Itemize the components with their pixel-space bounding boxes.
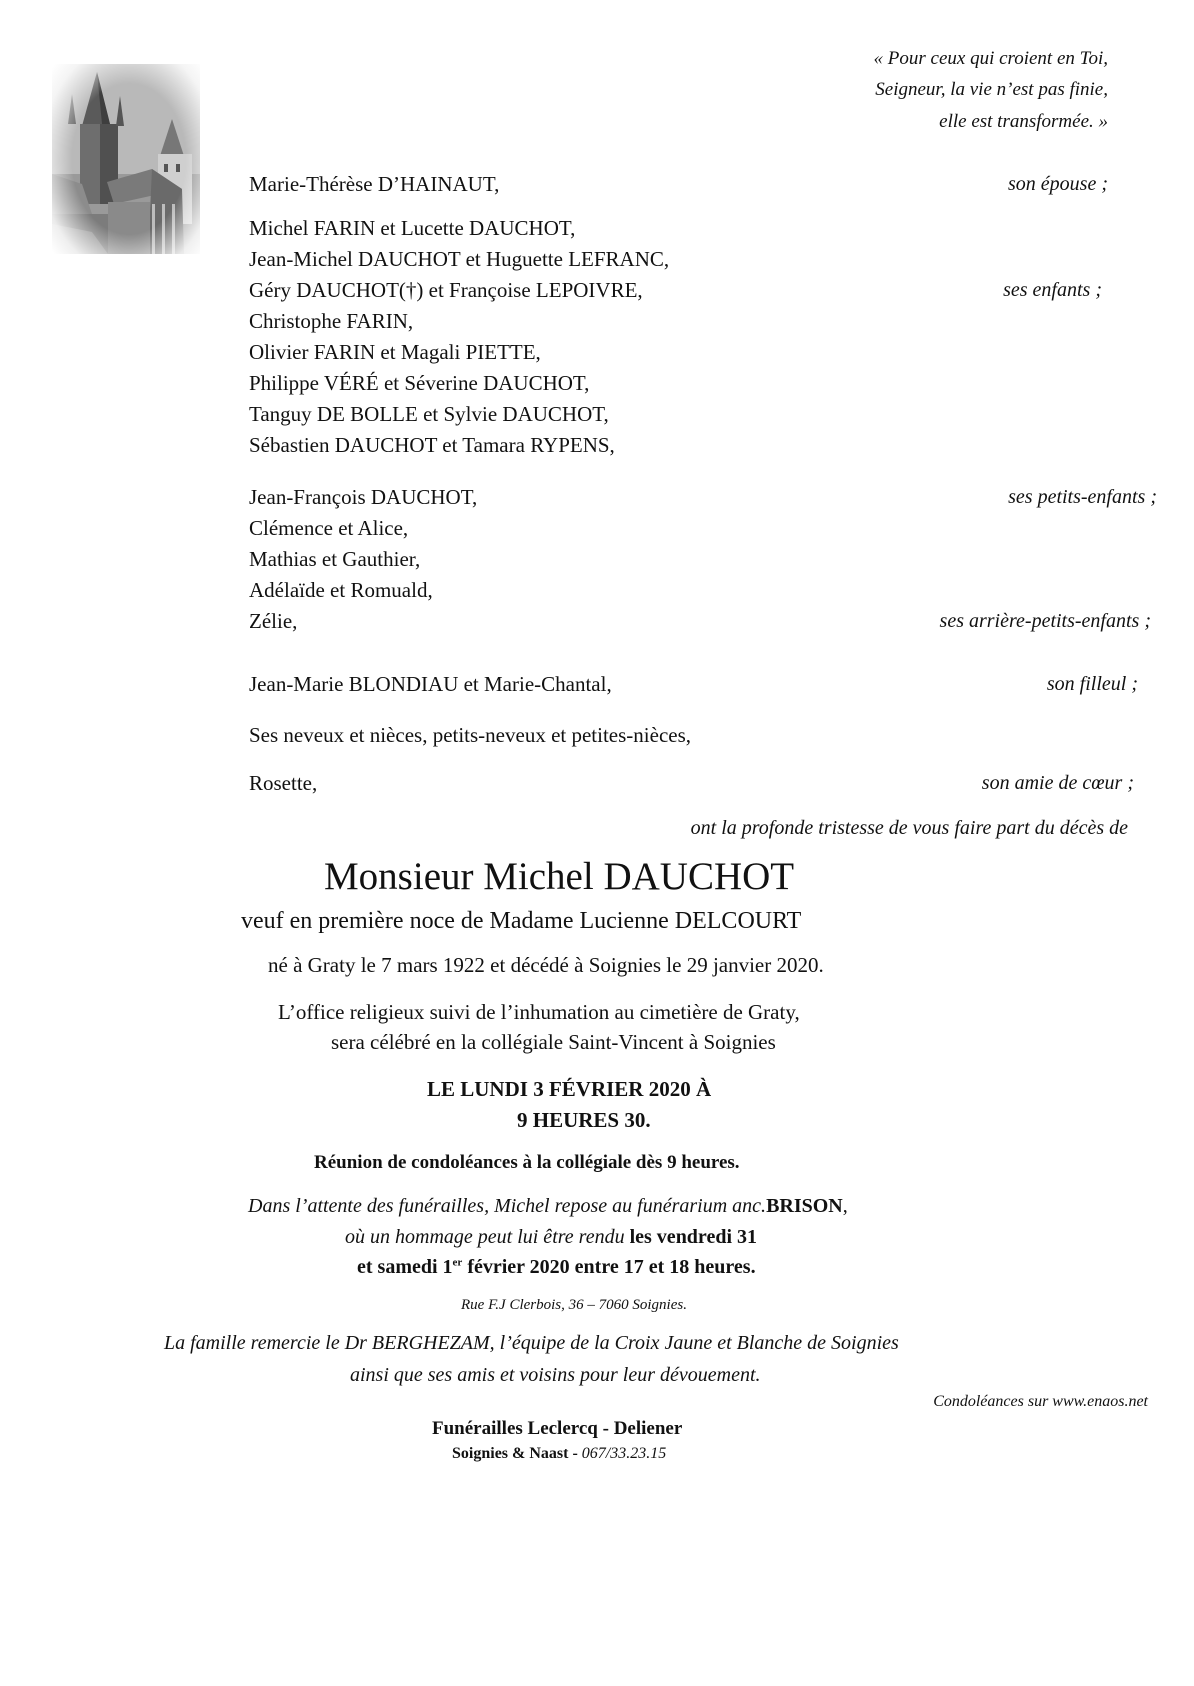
child-line: Sébastien DAUCHOT et Tamara RYPENS, bbox=[249, 433, 615, 457]
vignette-overlay bbox=[52, 64, 200, 254]
deceased-widower: veuf en première noce de Madame Lucienne DELCOURT bbox=[241, 908, 802, 934]
nephews-line: Ses neveux et nièces, petits-neveux et petites-nièces, bbox=[249, 723, 692, 747]
thanks-line-2: ainsi que ses amis et voisins pour leur dévouement. bbox=[350, 1364, 761, 1386]
ceremony-date: LE LUNDI 3 FÉVRIER 2020 À bbox=[427, 1077, 712, 1101]
child-line: Michel FARIN et Lucette DAUCHOT, bbox=[249, 216, 576, 240]
church-photo bbox=[52, 64, 200, 254]
funerarium-line-1 bbox=[248, 1195, 848, 1218]
thanks-line-1: La famille remercie le Dr BERGHEZAM, l’équipe de la Croix Jaune et Blanche de Soignies bbox=[164, 1332, 899, 1354]
quote-line-2: Seigneur, la vie n’est pas finie, bbox=[875, 79, 1108, 100]
ceremony-line-1: L’office religieux suivi de l’inhumation au cimetière de Graty, bbox=[278, 1000, 800, 1024]
child-line: Géry DAUCHOT(†) et Françoise LEPOIVRE, bbox=[249, 278, 643, 302]
funeral-home-phone: 067/33.23.15 bbox=[581, 1445, 667, 1462]
spouse-name: Marie-Thérèse D’HAINAUT, bbox=[249, 172, 500, 196]
child-line: Olivier FARIN et Magali PIETTE, bbox=[249, 340, 541, 364]
visit-days: les vendredi 31 bbox=[629, 1226, 758, 1248]
visit-dates-end: février 2020 entre 17 et 18 heures. bbox=[462, 1256, 756, 1278]
child-line: Tanguy DE BOLLE et Sylvie DAUCHOT, bbox=[249, 402, 609, 426]
deceased-dates: né à Graty le 7 mars 1922 et décédé à Soignies le 29 janvier 2020. bbox=[268, 953, 824, 977]
ceremony-time: 9 HEURES 30. bbox=[517, 1108, 651, 1132]
grandchildren-relation: ses petits-enfants ; bbox=[1008, 486, 1157, 508]
ceremony-line-2: sera célébré en la collégiale Saint-Vincent à Soignies bbox=[331, 1030, 776, 1054]
funeral-home-locations: Soignies & Naast - bbox=[452, 1445, 582, 1462]
deceased-name: Monsieur Michel DAUCHOT bbox=[324, 855, 795, 898]
spouse-relation: son épouse ; bbox=[1008, 173, 1108, 195]
great-grandchild-line: Mathias et Gauthier, bbox=[249, 547, 421, 571]
funeral-home-contact bbox=[452, 1445, 666, 1463]
announcement-text: ont la profonde tristesse de vous faire part du décès de bbox=[690, 817, 1128, 839]
friend-line: Rosette, bbox=[249, 771, 318, 795]
great-grandchild-line: Clémence et Alice, bbox=[249, 516, 409, 540]
funerarium-name: BRISON bbox=[766, 1195, 843, 1217]
ordinal-suffix: er bbox=[452, 1256, 463, 1269]
child-line: Philippe VÉRÉ et Séverine DAUCHOT, bbox=[249, 371, 590, 395]
funeral-home-name: Funérailles Leclercq - Deliener bbox=[432, 1418, 683, 1439]
funerarium-line-1-text: Dans l’attente des funérailles, Michel repose au funérarium anc. bbox=[248, 1195, 767, 1217]
visit-dates-start: et samedi 1 bbox=[357, 1256, 453, 1278]
funerarium-line-1-end: , bbox=[842, 1195, 848, 1217]
godson-relation: son filleul ; bbox=[1046, 673, 1138, 695]
funerarium-line-3 bbox=[357, 1256, 756, 1279]
quote-line-3: elle est transformée. » bbox=[939, 111, 1108, 132]
online-condolences-link[interactable]: Condoléances sur www.enaos.net bbox=[933, 1393, 1148, 1410]
great-grandchildren-relation: ses arrière-petits-enfants ; bbox=[939, 610, 1151, 632]
funerarium-line-2-text: où un hommage peut lui être rendu bbox=[345, 1226, 630, 1248]
quote-line-1: « Pour ceux qui croient en Toi, bbox=[873, 48, 1108, 69]
funerarium-address: Rue F.J Clerbois, 36 – 7060 Soignies. bbox=[461, 1297, 687, 1313]
child-line: Christophe FARIN, bbox=[249, 309, 414, 333]
funerarium-line-2 bbox=[345, 1226, 757, 1249]
friend-relation: son amie de cœur ; bbox=[981, 772, 1134, 794]
condolences-meeting: Réunion de condoléances à la collégiale dès 9 heures. bbox=[314, 1152, 740, 1173]
grandchild-line: Jean-François DAUCHOT, bbox=[249, 485, 478, 509]
godson-line: Jean-Marie BLONDIAU et Marie-Chantal, bbox=[249, 672, 612, 696]
child-line: Jean-Michel DAUCHOT et Huguette LEFRANC, bbox=[249, 247, 670, 271]
great-grandchild-line: Adélaïde et Romuald, bbox=[249, 578, 433, 602]
great-grandchild-line: Zélie, bbox=[249, 609, 298, 633]
children-relation: ses enfants ; bbox=[1003, 279, 1102, 301]
